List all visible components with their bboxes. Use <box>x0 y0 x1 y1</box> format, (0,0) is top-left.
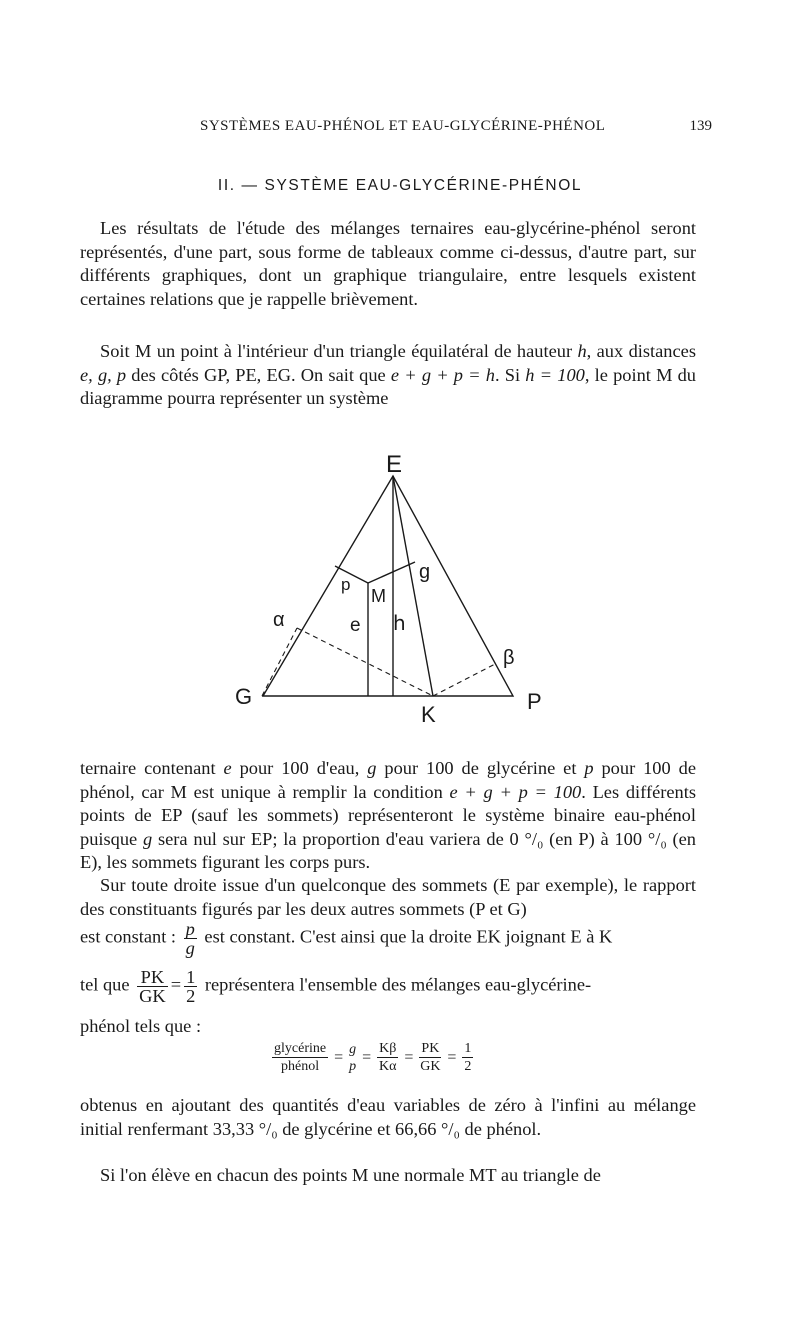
distance-label-g: g <box>419 561 431 583</box>
frac-den: GK <box>139 986 166 1006</box>
equals-sign: = <box>362 1048 372 1066</box>
frac-num: p <box>185 919 195 939</box>
fraction-one-half <box>184 968 197 1005</box>
text-run: représentera l'ensemble des mélanges eau-glycérine- <box>200 974 592 995</box>
text-run: pour 100 de glycérine et <box>376 758 585 778</box>
text-run: , aux distances <box>586 341 696 361</box>
frac-num: PK <box>137 968 168 987</box>
distance-label-e: e <box>350 615 361 636</box>
equals-sign: = <box>334 1048 344 1066</box>
math-g: g <box>143 828 153 849</box>
text-run: . Si <box>494 364 526 385</box>
dashed-k-beta <box>433 663 497 696</box>
fraction-pk-gk <box>137 968 168 1005</box>
frac-num: 1 <box>186 967 196 987</box>
paragraph-straight-line: Sur toute droite issue d'un quelconque des sommets (E par exemple), le rapport des constituants figurés par les deux autres sommets (P et G) <box>80 875 696 919</box>
line-ek <box>393 476 433 696</box>
text-run: est constant : <box>80 926 181 947</box>
text-run: ternaire contenant <box>80 758 224 778</box>
vertex-label-g: G <box>235 684 253 709</box>
text-run: pour 100 d'eau, <box>231 758 368 778</box>
math-h100: h = 100 <box>525 364 585 385</box>
vertex-label-e: E <box>386 451 403 478</box>
running-head: SYSTÈMES EAU-PHÉNOL ET EAU-GLYCÉRINE-PHÉNOL <box>200 118 606 134</box>
fraction-kbeta-kalpha: $\frac{K\beta}{K\alpha}$ <box>379 1041 397 1074</box>
math-sum100: e + g + p = 100 <box>449 781 582 802</box>
page-number: 139 <box>689 118 712 134</box>
line-est-constant <box>80 920 696 970</box>
paragraph-obtained: obtenus en ajoutant des quantités d'eau variables de zéro à l'infini au mélange initial renfermant 33,33 °/₀ de glycérine et 66,66 °/₀ de phénol. <box>80 1095 696 1139</box>
point-label-k: K <box>421 702 436 727</box>
equals-sign: = <box>404 1048 414 1066</box>
point-label-m: M <box>371 586 386 606</box>
paragraph-intro: Les résultats de l'étude des mélanges ternaires eau-glycérine-phénol seront représentés, d'une part, sous forme de tableaux comme ci-dessus, d'autre part, sur différents graphiques, dont un graphique triangulaire, entre lesquels existent certaines relations que je rappelle brièvement. <box>80 218 696 309</box>
text-run: Soit M un point à l'intérieur d'un triangle équilatéral de hauteur <box>100 341 578 361</box>
section-title: II. — SYSTÈME EAU-GLYCÉRINE-PHÉNOL <box>217 177 583 194</box>
math-e: e <box>223 758 232 778</box>
line-m-to-eg <box>335 566 368 583</box>
fraction-glycerine-phenol: $\frac{\text{glycérine}}{\text{phénol}}$ <box>274 1041 327 1074</box>
text-run: des côtés GP, PE, EG. On sait que <box>126 364 391 385</box>
point-label-alpha: α <box>273 609 285 631</box>
frac-den: g <box>185 938 195 958</box>
text-run: . Les différents points de EP (sauf les sommets) représenteront le système binaire eau-phénol puisque <box>80 781 696 849</box>
text-run: pour 100 de phénol, car M est unique à remplir la condition <box>80 758 696 802</box>
equals-sign: = <box>447 1048 457 1066</box>
dashed-alpha-k <box>297 628 433 696</box>
paragraph-ternary <box>80 757 696 875</box>
distance-label-p: p <box>341 575 351 594</box>
line-phenol-tels-que: phénol tels que : <box>80 1016 202 1036</box>
frac-den: 2 <box>186 986 196 1006</box>
paragraph-normal-mt: Si l'on élève en chacun des points M une normale MT au triangle de <box>100 1165 601 1185</box>
text-run: sera nul sur EP; la proportion d'eau variera de 0 °/₀ (en P) à 100 °/₀ (en E), les sommets figurant les corps purs. <box>80 828 696 873</box>
point-label-beta: β <box>503 647 515 669</box>
page-header <box>80 118 712 142</box>
math-sum: e + g + p = h <box>390 364 495 385</box>
ternary-diagram <box>215 438 555 738</box>
fraction-pk-gk-2: $\frac{PK}{GK}$ <box>420 1041 441 1074</box>
dashed-g-alpha <box>262 628 297 696</box>
paragraph-point-m <box>80 340 696 411</box>
equals-sign: = <box>170 974 182 995</box>
math-h: h <box>577 341 587 361</box>
text-run: , le point M du diagramme pourra représenter un système <box>80 364 696 409</box>
line-m-to-pe <box>368 562 415 583</box>
triangle-egp <box>263 476 513 696</box>
fraction-p-over-g <box>184 920 197 957</box>
math-egp: e, g, p <box>80 364 127 385</box>
text-run: est constant. C'est ainsi que la droite EK joignant E à K <box>199 926 613 947</box>
height-label-h: h <box>393 611 406 635</box>
fraction-g-p: g p <box>349 1041 357 1074</box>
text-run: tel que <box>80 974 135 995</box>
math-p: p <box>584 758 594 778</box>
math-g: g <box>367 758 377 778</box>
ratio-equation <box>272 1040 473 1075</box>
vertex-label-p: P <box>527 689 542 714</box>
fraction-one-half-2: $\frac{1}{2}$ <box>464 1041 472 1074</box>
